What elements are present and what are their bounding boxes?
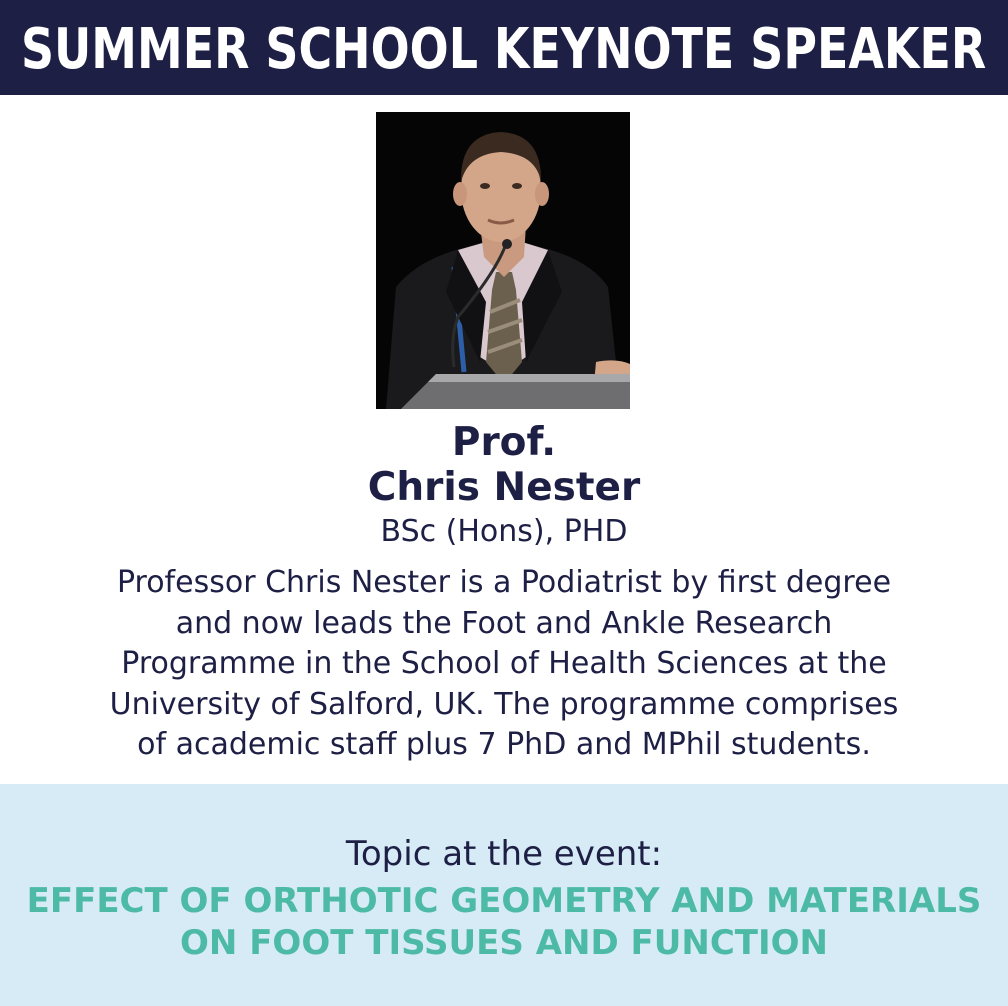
topic-label: Topic at the event: <box>345 834 663 874</box>
header-banner <box>0 0 1008 95</box>
speaker-photo <box>376 112 630 409</box>
speaker-credentials: BSc (Hons), PHD <box>380 514 628 549</box>
bio-line: University of Salford, UK. The programme comprises <box>109 686 899 722</box>
topic-title <box>0 880 1008 964</box>
header-title: SUMMER SCHOOL KEYNOTE SPEAKER <box>21 16 987 82</box>
speaker-bio <box>40 563 968 766</box>
bio-line: Programme in the School of Health Sciences at the <box>121 646 887 681</box>
topic-title-line: ON FOOT TISSUES AND FUNCTION <box>180 923 828 963</box>
speaker-prefix: Prof. <box>451 420 557 465</box>
bio-line: and now leads the Foot and Ankle Research <box>175 605 833 641</box>
bio-line: of academic staff plus 7 PhD and MPhil students. <box>137 727 871 762</box>
bio-line: Professor Chris Nester is a Podiatrist by first degree <box>116 565 892 600</box>
speaker-name-block <box>0 420 1008 552</box>
speaker-name: Chris Nester <box>367 465 641 510</box>
topic-title-line: EFFECT OF ORTHOTIC GEOMETRY AND MATERIALS <box>26 881 982 921</box>
